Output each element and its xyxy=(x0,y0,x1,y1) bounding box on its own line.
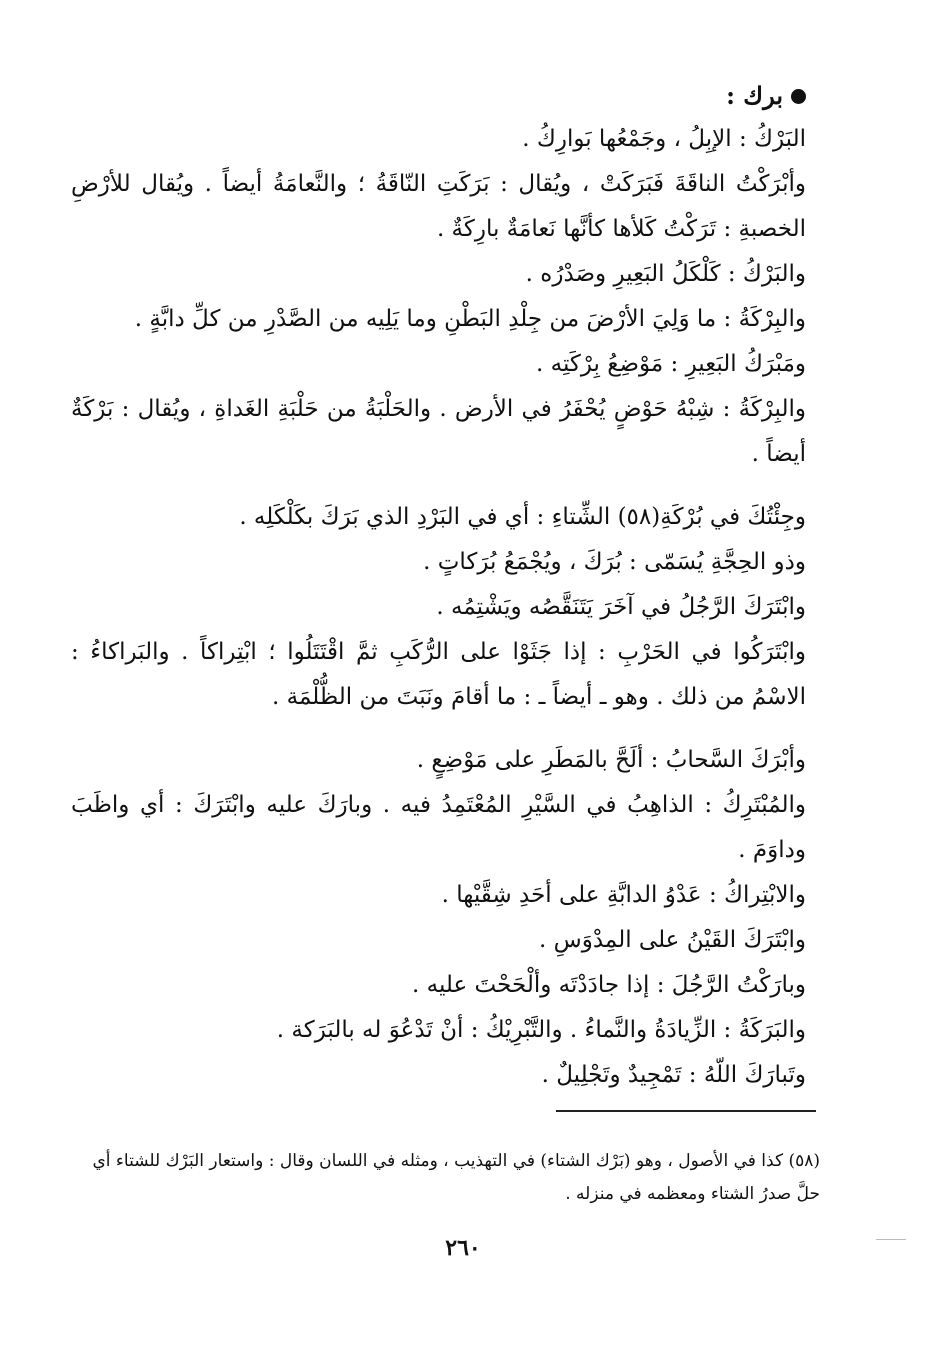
paragraph: وابْتَرَكَ الرَّجُلُ في آخَرَ يَتَنَقَّصُه ويَشْتِمُه . xyxy=(436,594,806,620)
paragraph: والمُبْتَرِكُ : الذاهِبُ في السَّيْرِ المُعْتَمِدُ فيه . وبارَكَ عليه وابْتَرَكَ : أي واظَبَ وداوَمَ . xyxy=(71,792,806,863)
entry-body xyxy=(71,78,806,1098)
footnotes xyxy=(80,1145,820,1211)
bullet-icon xyxy=(791,89,806,104)
paragraph: والبِرْكَةُ : شِبْهُ حَوْضٍ يُحْفَرُ في الأرض . والحَلْبَةُ من حَلْبَةِ الغَداةِ ، ويُقال : بَرْكَةٌ أيضاً . xyxy=(71,396,806,467)
scan-artifact xyxy=(876,1239,906,1240)
paragraph: والبِرْكَةُ : ما وَلِيَ الأرْضَ من جِلْدِ البَطْنِ وما يَلِيه من الصَّدْرِ من كلِّ دابَّةٍ . xyxy=(134,306,806,332)
paragraph: وابْتَرَكُوا في الحَرْبِ : إذا جَثَوْا على الرُّكَبِ ثمَّ اقْتَتَلُوا ؛ ابْتِراكاً . والبَراكاءُ : الاسْمُ من ذلك . وهو ـ أيضاً ـ : ما أقامَ ونَبَتَ من الظُّلْمَة . xyxy=(71,639,806,710)
paragraph: وابْتَرَكَ القَيْنُ على المِدْوَسِ . xyxy=(539,927,806,953)
paragraph: والبَرَكَةُ : الزِّيادَةُ والنَّماءُ . والتَّبْرِيْكُ : أنْ تَدْعُوَ له بالبَرَكة . xyxy=(276,1017,806,1043)
paragraph: والبَرْكُ : كَلْكَلُ البَعِيرِ وصَدْرُه . xyxy=(525,261,806,287)
footnote: (٥٨) كذا في الأصول ، وهو (بَرْك الشتاء) في التهذيب ، ومثله في اللسان وقال : واستعار البَرْك للشتاء أي حلَّ صدرُ الشتاء ومعظمه في منزله . xyxy=(92,1151,820,1204)
paragraph: وجِئْتُكَ في بُرْكَةِ(٥٨) الشِّتاءِ : أي في البَرْدِ الذي بَرَكَ بكَلْكَلِه . xyxy=(239,504,806,530)
page-number: ٢٦٠ xyxy=(445,1235,481,1261)
entry-heading-text: برك : xyxy=(726,81,783,110)
paragraph: وذو الحِجَّةِ يُسَمّى : بُرَكَ ، ويُجْمَعُ بُرَكاتٍ . xyxy=(423,549,806,575)
paragraph: وبارَكْتُ الرَّجُلَ : إذا جادَدْتَه وألْحَحْتَ عليه . xyxy=(412,972,806,998)
paragraph: وأبْرَكَ السَّحابُ : ألَحَّ بالمَطَرِ على مَوْضِعٍ . xyxy=(416,747,806,773)
paragraph: وتَبارَكَ اللّهُ : تَمْجِيدٌ وتَجْلِيلٌ . xyxy=(541,1062,806,1088)
entry-heading xyxy=(71,78,806,114)
paragraph: وأبْرَكْتُ الناقَةَ فَبَرَكَتْ ، ويُقال : بَرَكَتِ النّاقَةُ ؛ والنَّعامَةُ أيضاً . ويُقال للأرْضِ الخصبةِ : تَرَكْتُ كَلأها كأنَّها نَعامَةٌ بارِكَةٌ . xyxy=(71,171,806,242)
paragraph: ومَبْرَكُ البَعِيرِ : مَوْضِعُ بِرْكَتِه . xyxy=(536,351,806,377)
paragraph: البَرْكُ : الإبِلُ ، وجَمْعُها بَوارِكُ . xyxy=(522,126,806,152)
paragraph: والابْتِراكُ : عَدْوُ الدابَّةِ على أحَدِ شِقَّيْها . xyxy=(441,882,806,908)
footnote-divider xyxy=(556,1110,816,1112)
